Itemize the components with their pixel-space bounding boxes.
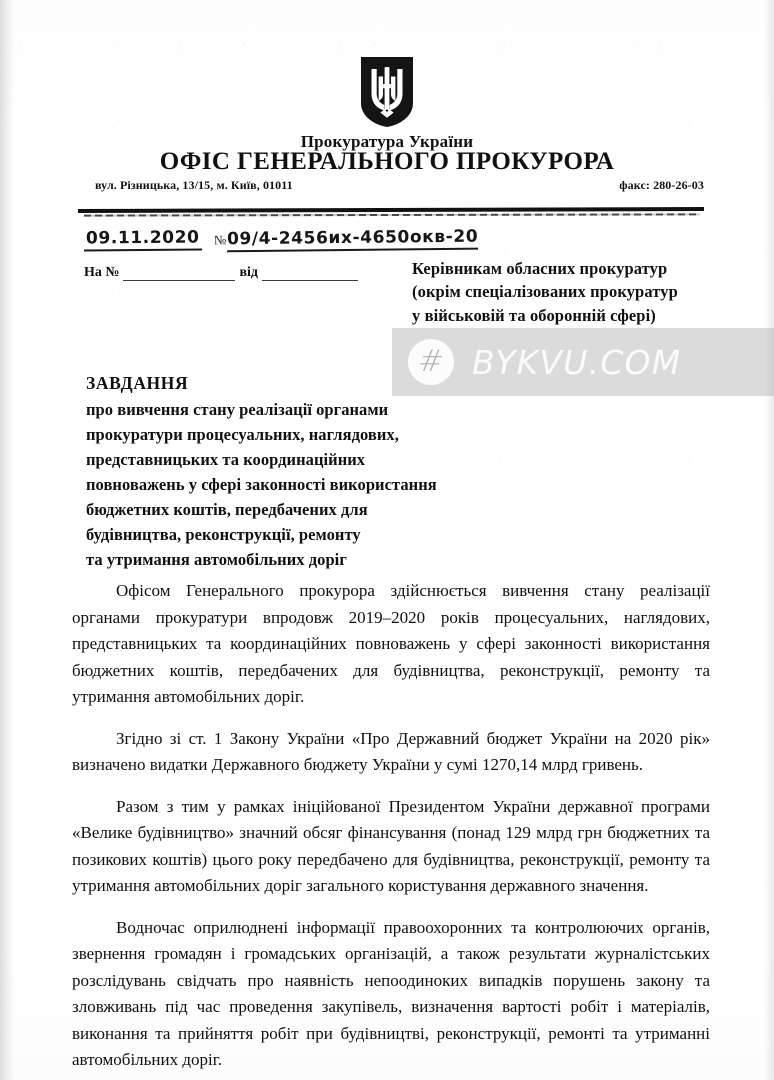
header-contact-row xyxy=(95,178,704,193)
addressee-line-2: (окрім спеціалізованих прокуратур xyxy=(412,282,678,302)
document-body xyxy=(72,578,710,1074)
title-subline: будівництва, реконструкції, ремонту xyxy=(86,524,361,544)
reference-line xyxy=(84,226,479,251)
title-subline: прокуратури процесуальних, наглядових, xyxy=(86,424,399,444)
title-subline: бюджетних коштів, передбачених для xyxy=(86,499,368,519)
document-title-block xyxy=(86,370,516,572)
title-subline: та утримання автомобільних доріг xyxy=(86,550,347,570)
outgoing-number-group xyxy=(214,227,478,250)
incoming-reference-line xyxy=(84,265,414,281)
addressee-line-3: у військовій та оборонній сфері) xyxy=(412,305,656,325)
reply-number-blank xyxy=(123,268,235,281)
title-subline: представницьких та координаційних xyxy=(86,449,366,469)
body-paragraph: Разом з тим у рамках ініційованої Президентом України державної програми «Велике будівництво» значний обсяг фінансування (понад 129 млрд грн бюджетних та позикових коштів) цього року передбачено для будівництва, реконструкції, ремонту та утримання автомобільних доріг загального користування державного значення. xyxy=(72,796,710,896)
hash-glyph: # xyxy=(416,344,447,379)
organization-title: ОФІС ГЕНЕРАЛЬНОГО ПРОКУРОРА xyxy=(159,148,615,175)
office-address: вул. Різницька, 13/15, м. Київ, 01011 xyxy=(95,178,293,192)
reply-to-label: На № xyxy=(84,265,120,280)
outgoing-number-handwritten: 09/4-2456их-4650окв-20 xyxy=(227,227,478,253)
watermark-text: BYKVU.COM xyxy=(472,342,682,382)
office-fax: факс: 280-26-03 xyxy=(619,178,704,192)
title-subline: повноважень у сфері законності використання xyxy=(86,474,437,494)
title-subline: про вивчення стану реалізації органами xyxy=(86,399,389,419)
addressee-line-1: Керівникам обласних прокуратур xyxy=(412,259,668,278)
addressee-block xyxy=(412,257,742,327)
number-symbol-label: № xyxy=(214,232,228,248)
page-title: ЗАВДАННЯ xyxy=(86,373,189,393)
reference-block xyxy=(84,226,479,281)
body-paragraph: Офісом Генерального прокурора здійснюється вивчення стану реалізації органами прокуратури впродовж 2019–2020 років процесуальних, наглядових, представницьких та координаційних повноважень у сфері законності використання бюджетних коштів, передбачених для будівництва, реконструкції, ремонту та утримання автомобільних доріг. xyxy=(72,581,710,707)
body-paragraph: Згідно зі ст. 1 Закону України «Про Державний бюджет України на 2020 рік» визначено видатки Державного бюджету України у сумі 1270,14 млрд гривень. xyxy=(72,728,710,775)
ukraine-trident-coat-of-arms-icon xyxy=(359,55,415,129)
organization-subtitle: Прокуратура України xyxy=(300,132,474,151)
body-paragraph: Водночас оприлюднені інформації правоохоронних та контролюючих органів, звернення громадян і громадських організацій, а також результати журналістських розслідувань свідчать про наявність непоодиноких випадків порушень закону та зловживань під час проведення закупівель, визначення вартості робіт і матеріалів, виконання та прийняття робіт при будівництві, реконструкції, ремонті та утриманні автомобільних доріг. xyxy=(72,917,710,1070)
header-divider-rule xyxy=(78,208,704,214)
reply-date-blank xyxy=(262,268,358,281)
outgoing-date-handwritten: 09.11.2020 xyxy=(84,227,202,251)
reply-date-label: від xyxy=(239,265,259,280)
